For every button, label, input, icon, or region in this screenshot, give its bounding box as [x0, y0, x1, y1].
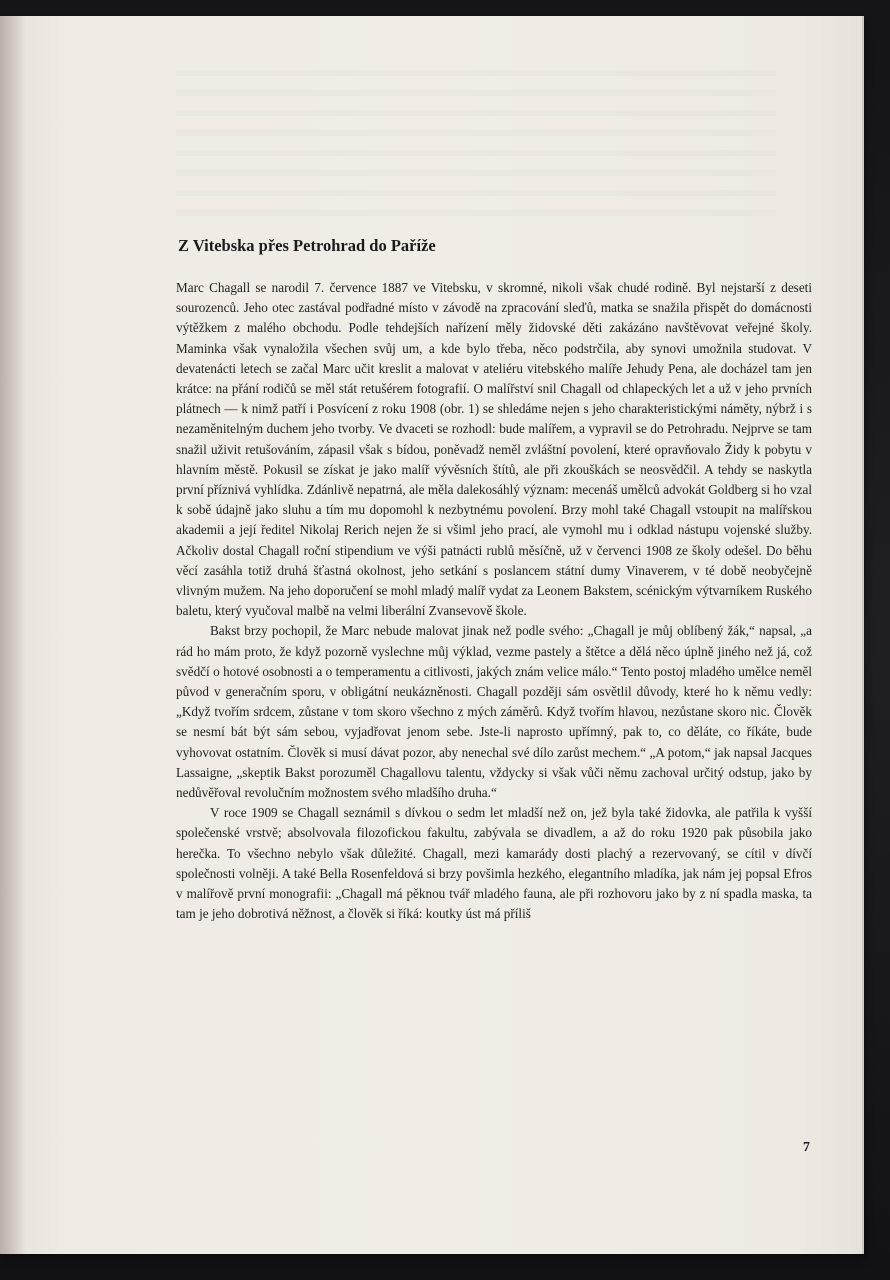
paragraph-2: Bakst brzy pochopil, že Marc nebude malovat jinak než podle svého: „Chagall je můj oblíbený žák,“ napsal, „a rád ho mám proto, že když pozorně vyslechne můj výklad, vezme pastely a štětce a dělá něco úplně jiného než já, což svědčí o hotové osobnosti a o temperamentu a citlivosti, jakých znám velice málo.“ Tento postoj mladého umělce neměl původ v generačním sporu, v obligátní neukázněnosti. Chagall později sám osvětlil důvody, které ho k němu vedly: „Když tvořím srdcem, zůstane v tom skoro všechno z mých záměrů. Když tvořím hlavou, nezůstane skoro nic. Člověk se nesmí bát být sám sebou, vyjadřovat jenom sebe. Jste-li naprosto upřímný, pak to, co děláte, co říkáte, bude vyhovovat ostatním. Člověk si musí dávat pozor, aby nenechal své dílo zarůst mechem.“ „A potom,“ jak napsal Jacques Lassaigne, „skeptik Bakst porozuměl Chagallovu talentu, vždycky si však vůči němu zachoval určitý odstup, jako by nedůvěřoval revolučním možnostem svého mladšího druha.“ [176, 623, 812, 801]
page-gutter-shade [0, 16, 26, 1254]
page-number: 7 [803, 1140, 810, 1155]
chapter-heading: Z Vitebska přes Petrohrad do Paříže [178, 236, 436, 255]
paragraph-3: V roce 1909 se Chagall seznámil s dívkou o sedm let mladší než on, jež byla také židovka, ale patřila k vyšší společenské vrstvě; absolvovala filozofickou fakultu, zabývala se divadlem, a až do roku 1920 pak působila jako herečka. To všechno nebylo však důležité. Chagall, mezi kamarády dosti plachý a rezervovaný, se cítil v dívčí společnosti volněji. A také Bella Rosenfeldová si brzy povšimla hezkého, elegantního mladíka, jak nám jej popsal Efros v malířově první monografii: „Chagall má pěknou tvář mladého fauna, ale při rozhovoru jako by z ní spadla maska, ta tam je jeho dobrotivá něžnost, a člověk si říká: koutky úst má příliš [176, 805, 812, 922]
body-text [176, 278, 812, 925]
show-through-text [176, 56, 776, 226]
paragraph-1: Marc Chagall se narodil 7. července 1887 ve Vitebsku, v skromné, nikoli však chudé rodině. Byl nejstarší z deseti sourozenců. Jeho otec zastával podřadné místo v závodě na zpracování sleďů, matka se snažila přispět do domácnosti výtěžkem z malého obchodu. Podle tehdejších nařízení měly židovské děti zakázáno navštěvovat veřejné školy. Maminka však vynaložila všechen svůj um, a kde bylo třeba, něco podstrčila, aby synovi umožnila studovat. V devatenácti letech se začal Marc učit kreslit a malovat v ateliéru vitebského malíře Jehudy Pena, ale docházel tam jen krátce: na přání rodičů se měl stát retušérem fotografií. O malířství snil Chagall od chlapeckých let a už v jeho prvních plátnech — k nimž patří i Posvícení z roku 1908 (obr. 1) se shledáme nejen s jeho charakteristickými náměty, nýbrž i s nezaměnitelným duchem jeho tvorby. Ve dvaceti se rozhodl: bude malířem, a vypravil se do Petrohradu. Nejprve se tam snažil uživit retušováním, zápasil však s bídou, poněvadž neměl zvláštní povolení, které opravňovalo Židy k pobytu v hlavním městě. Pokusil se získat je jako malíř vývěsních štítů, ale při zkouškách se neosvědčil. A tehdy se naskytla první příznivá vyhlídka. Zdánlivě nepatrná, ale měla dalekosáhlý význam: mecenáš umělců advokát Goldberg si ho vzal k sobě údajně jako sluhu a tím mu dopomohl k nezbytnému povolení. Brzy mohl také Chagall vstoupit na malířskou akademii a její ředitel Nikolaj Rerich nejen že si všiml jeho prací, ale vymohl mu i odklad nástupu vojenské služby. Ačkoliv dostal Chagall roční stipendium ve výši patnácti rublů měsíčně, už v červenci 1908 ze školy odešel. Do běhu věcí zasáhla totiž druhá šťastná okolnost, jeho setkání s poslancem státní dumy Vinaverem, v té době neobyčejně vlivným mužem. Na jeho doporučení se mohl mladý malíř vydat za Leonem Bakstem, scénickým výtvarníkem Ruského baletu, který vyučoval malbě na velmi liberální Zvansevově škole. [176, 280, 812, 619]
